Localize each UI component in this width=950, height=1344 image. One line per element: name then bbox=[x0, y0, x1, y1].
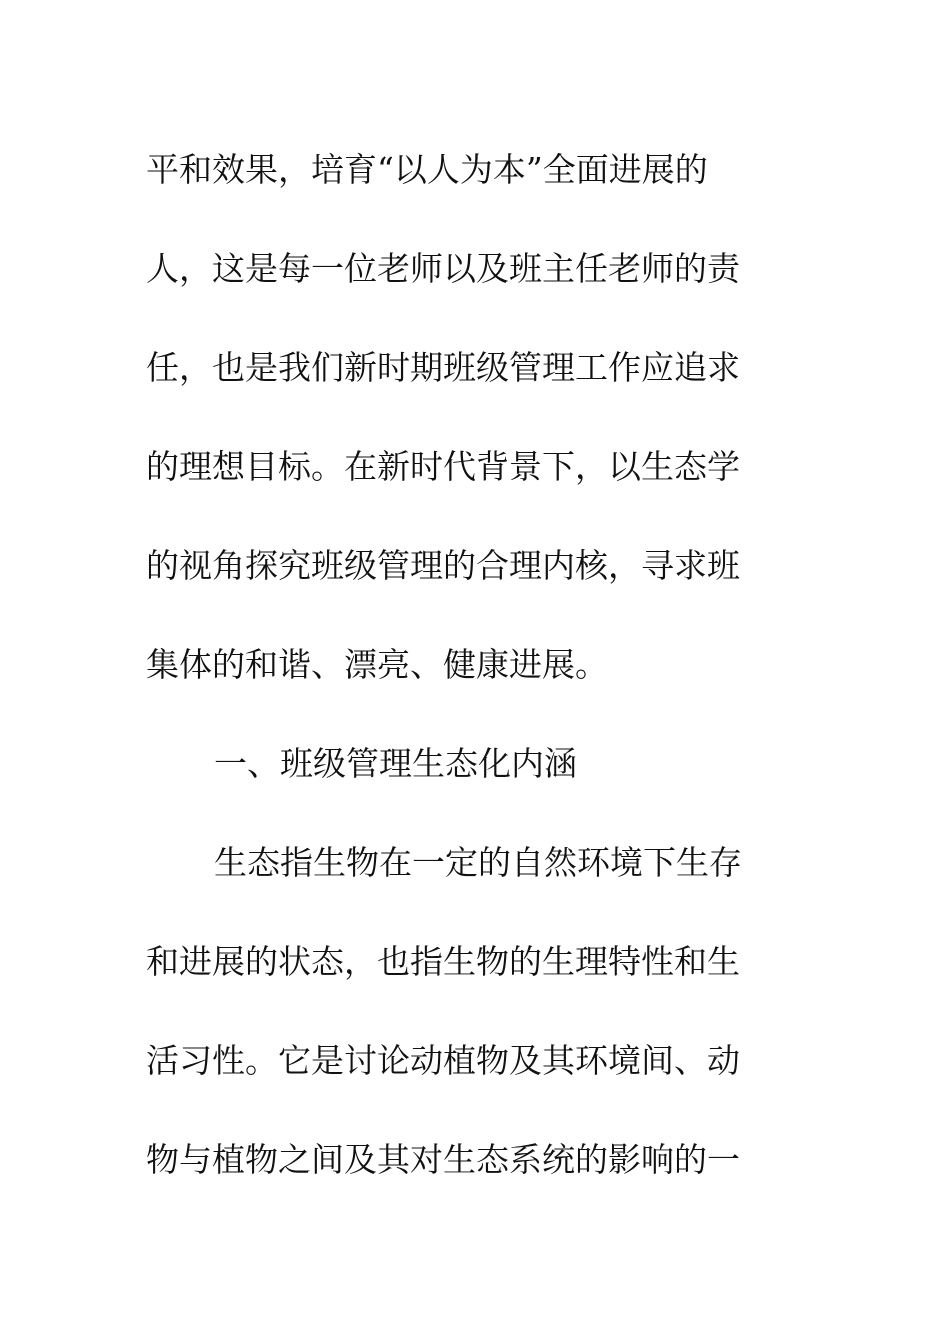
paragraph-line: 和进展的状态，也指生物的生理特性和生 bbox=[146, 942, 740, 981]
paragraph-line: 的视角探究班级管理的合理内核，寻求班 bbox=[146, 546, 740, 585]
paragraph-line: 的理想目标。在新时代背景下，以生态学 bbox=[146, 447, 740, 486]
paragraph-line: 活习性。它是讨论动植物及其环境间、动 bbox=[146, 1041, 740, 1080]
paragraph-line: 任，也是我们新时期班级管理工作应追求 bbox=[146, 348, 740, 387]
paragraph-line: 生态指生物在一定的自然环境下生存 bbox=[214, 843, 742, 882]
paragraph-line: 平和效果，培育“以人为本”全面进展的 bbox=[146, 150, 708, 189]
paragraph-line: 集体的和谐、漂亮、健康进展。 bbox=[146, 645, 608, 684]
paragraph-line: 人，这是每一位老师以及班主任老师的责 bbox=[146, 249, 740, 288]
section-heading: 一、班级管理生态化内涵 bbox=[214, 744, 577, 783]
body-text bbox=[146, 120, 786, 1209]
paragraph-line: 物与植物之间及其对生态系统的影响的一 bbox=[146, 1140, 740, 1179]
